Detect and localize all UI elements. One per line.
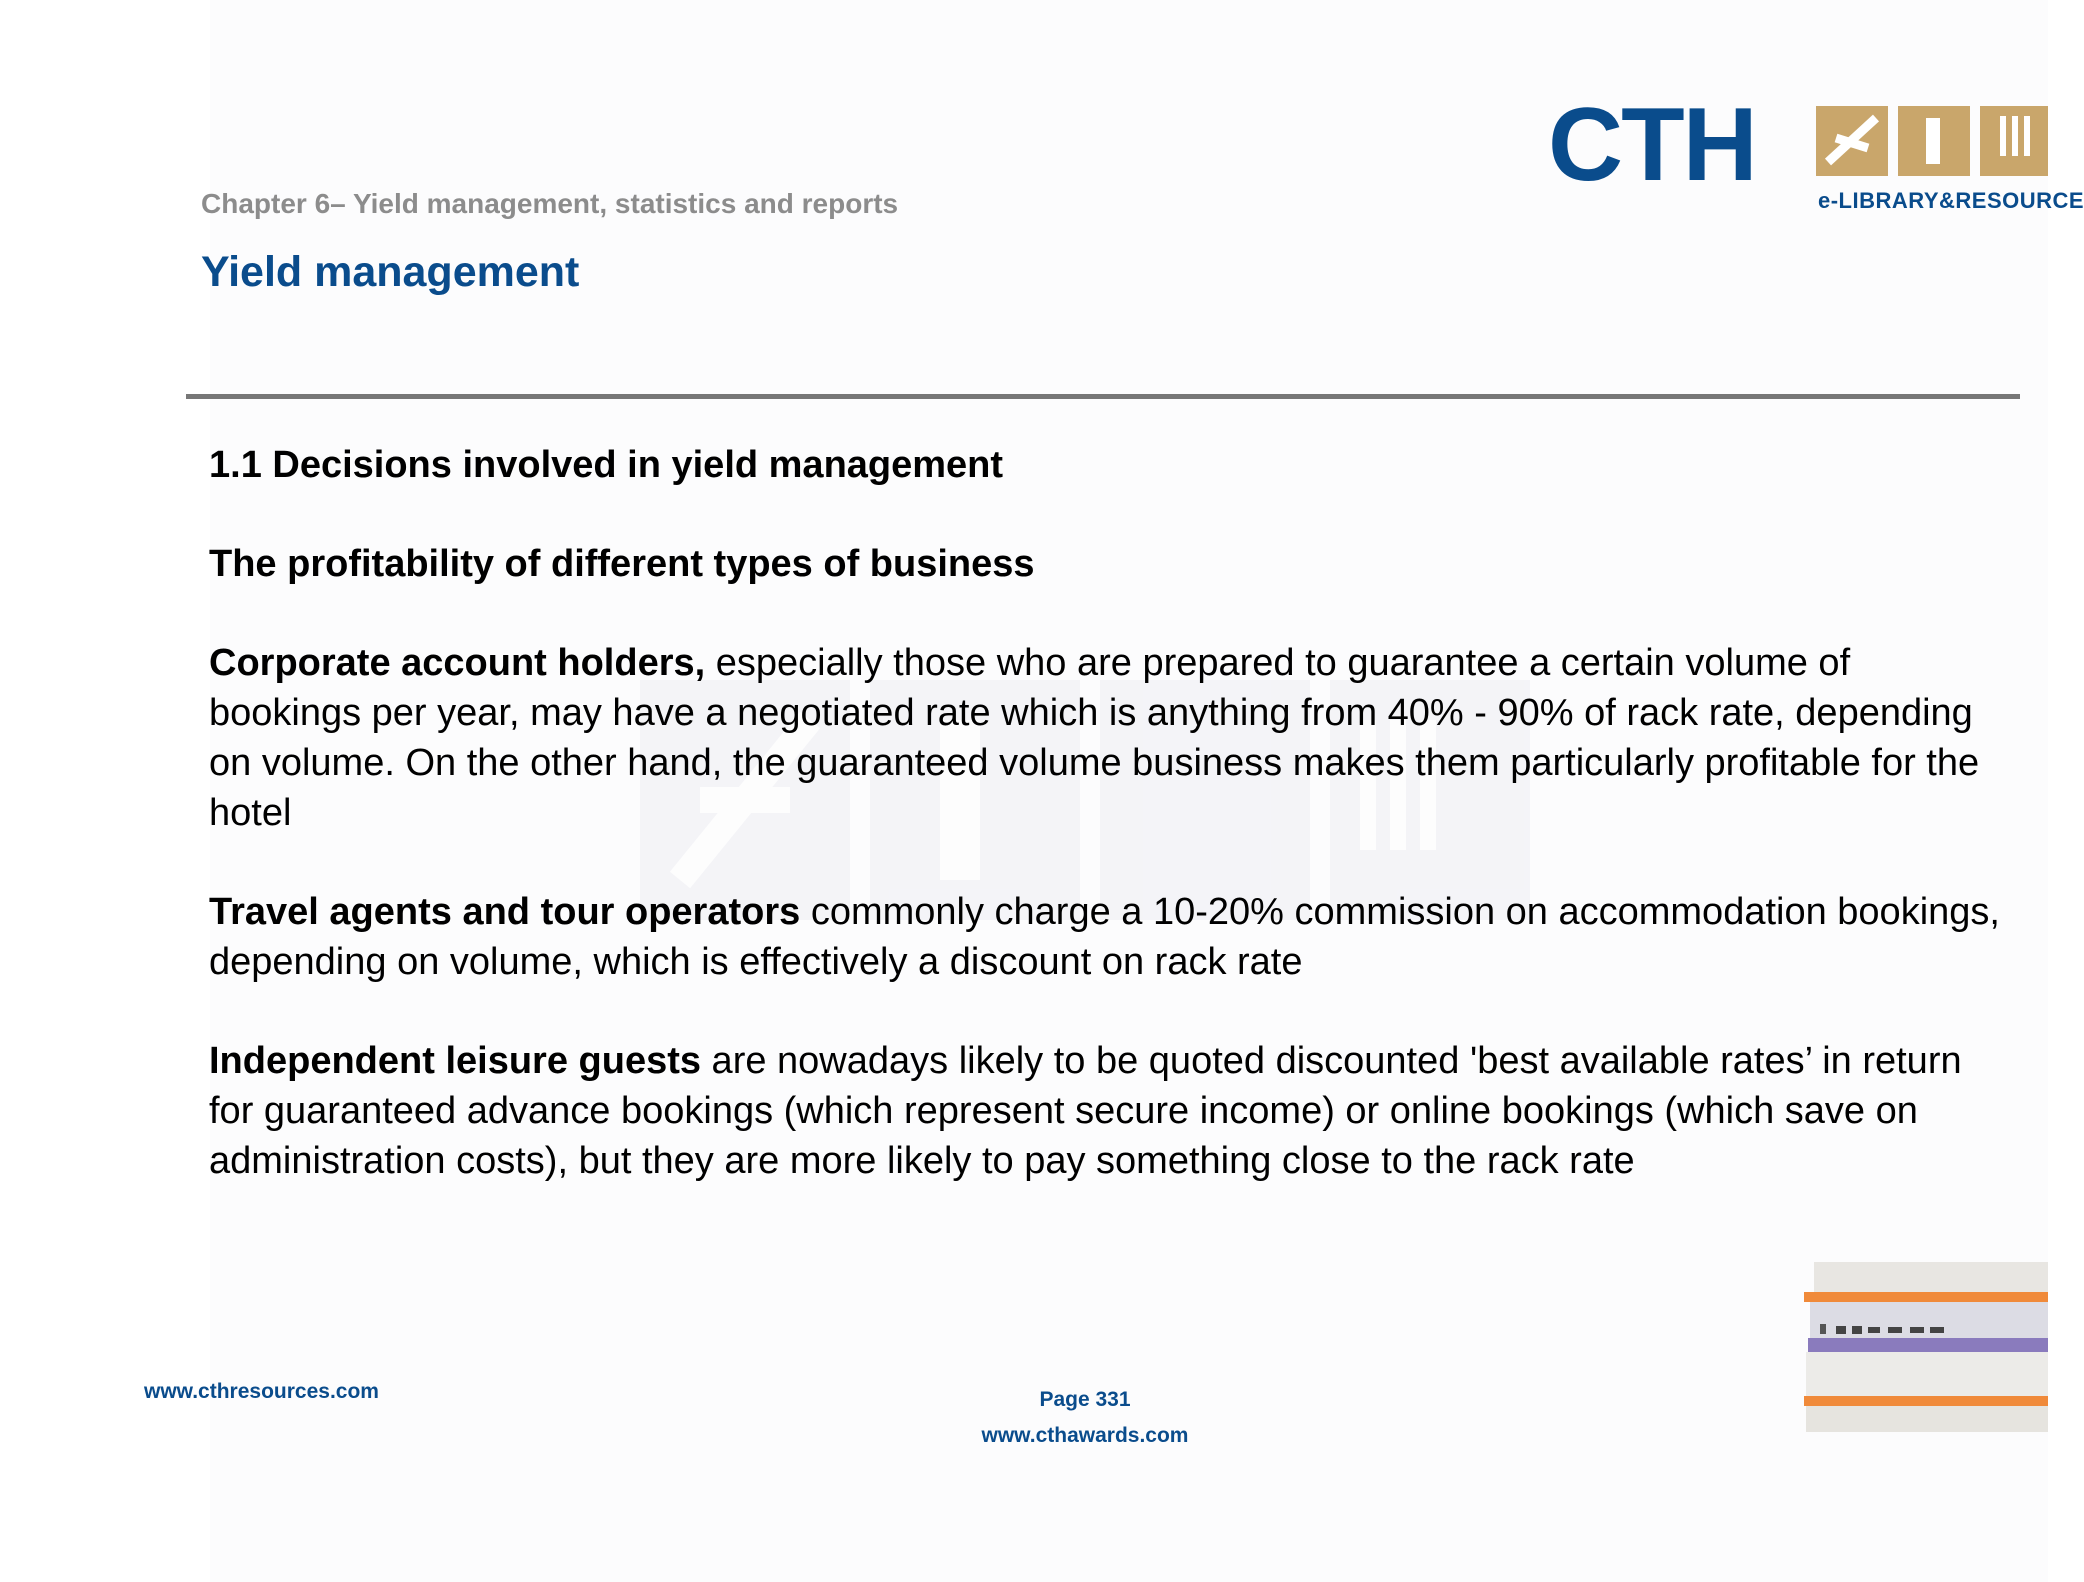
section-heading: 1.1 Decisions involved in yield management — [209, 444, 1004, 486]
footer-center — [885, 1382, 1285, 1454]
paragraph-lead: Travel agents and tour operators — [209, 891, 801, 933]
footer-resources-link[interactable]: www.cthresources.com — [144, 1380, 379, 1403]
paragraph-text: especially those who are prepared to guarantee a certain volume of bookings per year, may have a negotiated rate which is anything from 40% - 90% of rack rate, depending on volume. On the other hand, the guaranteed volume business makes them particularly profitable for the hotel — [209, 642, 1980, 834]
logo-text: CTH — [1548, 87, 1756, 203]
page-number: Page 331 — [1039, 1388, 1131, 1411]
paragraph-travel-agents — [209, 887, 2009, 987]
main-content — [209, 440, 2009, 1186]
logo-subtitle: e-LIBRARY&RESOURCE — [1818, 188, 2084, 213]
paragraph-text: commonly charge a 10-20% commission on accommodation bookings, depending on volume, which is effectively a discount on rack rate — [209, 891, 2000, 983]
paragraph-lead: Independent leisure guests — [209, 1040, 701, 1082]
books-illustration — [1800, 1262, 2048, 1432]
header-divider — [186, 394, 2020, 399]
chapter-label: Chapter 6– Yield management, statistics and reports — [201, 188, 899, 219]
subheading: The profitability of different types of business — [209, 543, 1035, 585]
paragraph-leisure-guests — [209, 1036, 2009, 1186]
paragraph-text: are nowadays likely to be quoted discounted 'best available rates’ in return for guaranteed advance bookings (which represent secure income) or online bookings (which save on administration costs), but they are more likely to pay something close to the rack rate — [209, 1040, 1962, 1182]
page-title: Yield management — [201, 248, 580, 296]
paragraph-corporate — [209, 638, 2009, 838]
paragraph-lead: Corporate account holders, — [209, 642, 706, 684]
footer-awards-link[interactable]: www.cthawards.com — [981, 1424, 1189, 1447]
